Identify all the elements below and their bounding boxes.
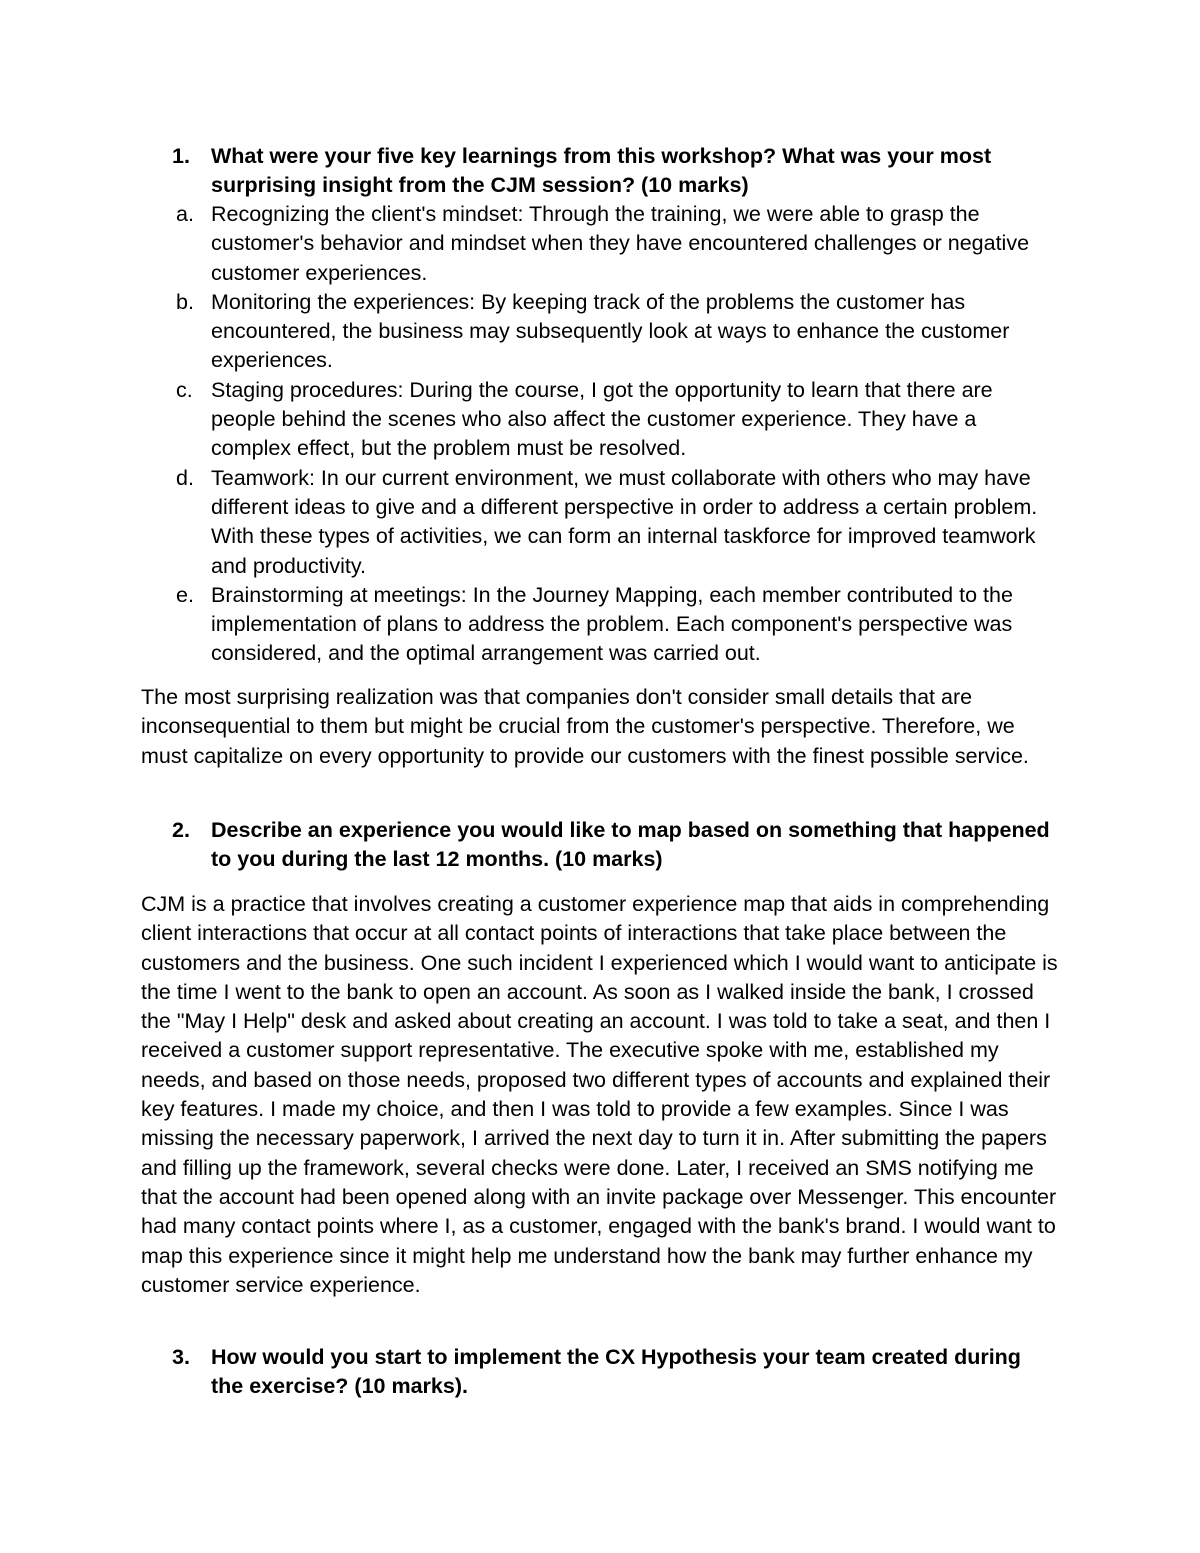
list-item-letter: c.: [176, 377, 193, 402]
list-item: [172, 464, 1062, 581]
question-text: What were your five key learnings from this workshop? What was your most surprising insight from the CJM session? (10 marks): [211, 144, 992, 198]
list-item: [172, 581, 1062, 669]
question-number: 1.: [172, 144, 190, 168]
list-item-letter: d.: [176, 465, 194, 490]
list-item-letter: e.: [176, 582, 194, 607]
list-item-text: Recognizing the client's mindset: Through the training, we were able to grasp the customer's behavior and mindset when they have encountered challenges or negative customer experiences.: [211, 202, 1030, 285]
list-item-letter: a.: [176, 202, 194, 226]
question-text: How would you start to implement the CX Hypothesis your team created during the exercise? (10 marks).: [211, 1345, 1021, 1399]
question-number: 2.: [172, 818, 190, 842]
question-3: [172, 1343, 1052, 1402]
key-learnings-list: [172, 200, 1062, 669]
question-1: [172, 142, 1052, 201]
list-item: [172, 288, 1062, 376]
list-item-text: Monitoring the experiences: By keeping track of the problems the customer has encountered, the business may subsequently look at ways to enhance the customer experiences.: [211, 289, 1010, 373]
list-item-text: Brainstorming at meetings: In the Journey Mapping, each member contributed to the implementation of plans to address the problem. Each component's perspective was considered, and the optimal arrangement was carried out.: [211, 582, 1013, 666]
surprising-insight-paragraph: The most surprising realization was that companies don't consider small details that are inconsequential to them but might be crucial from the customer's perspective. Therefore, we must capitalize on every opportunity to provide our customers with the finest possible service.: [141, 685, 1029, 768]
list-item-letter: b.: [176, 289, 194, 314]
question-text: Describe an experience you would like to map based on something that happened to you during the last 12 months. (10 marks): [211, 818, 1050, 872]
experience-paragraph: CJM is a practice that involves creating a customer experience map that aids in comprehending client interactions that occur at all contact points of interactions that take place between the customers and the business. One such incident I experienced which I would want to anticipate is the time I went to the bank to open an account. As soon as I walked inside the bank, I crossed the "May I Help" desk and asked about creating an account. I was told to take a seat, and then I received a customer support representative. The executive spoke with me, established my needs, and based on those needs, proposed two different types of accounts and explained their key features. I made my choice, and then I was told to provide a few examples. Since I was missing the necessary paperwork, I arrived the next day to turn it in. After submitting the papers and filling up the framework, several checks were done. Later, I received an SMS notifying me that the account had been opened along with an invite package over Messenger. This encounter had many contact points where I, as a customer, engaged with the bank's brand. I would want to map this experience since it might help me understand how the bank may further enhance my customer service experience.: [141, 892, 1058, 1297]
list-item-text: Staging procedures: During the course, I got the opportunity to learn that there are people behind the scenes who also affect the customer experience. They have a complex effect, but the problem must be resolved.: [211, 377, 993, 461]
question-2: [172, 816, 1052, 875]
list-item-text: Teamwork: In our current environment, we must collaborate with others who may have different ideas to give and a different perspective in order to address a certain problem. With these types of activities, we can form an internal taskforce for improved teamwork and productivity.: [211, 465, 1038, 578]
list-item: [172, 376, 1062, 464]
list-item: [172, 200, 1062, 288]
question-number: 3.: [172, 1345, 190, 1369]
